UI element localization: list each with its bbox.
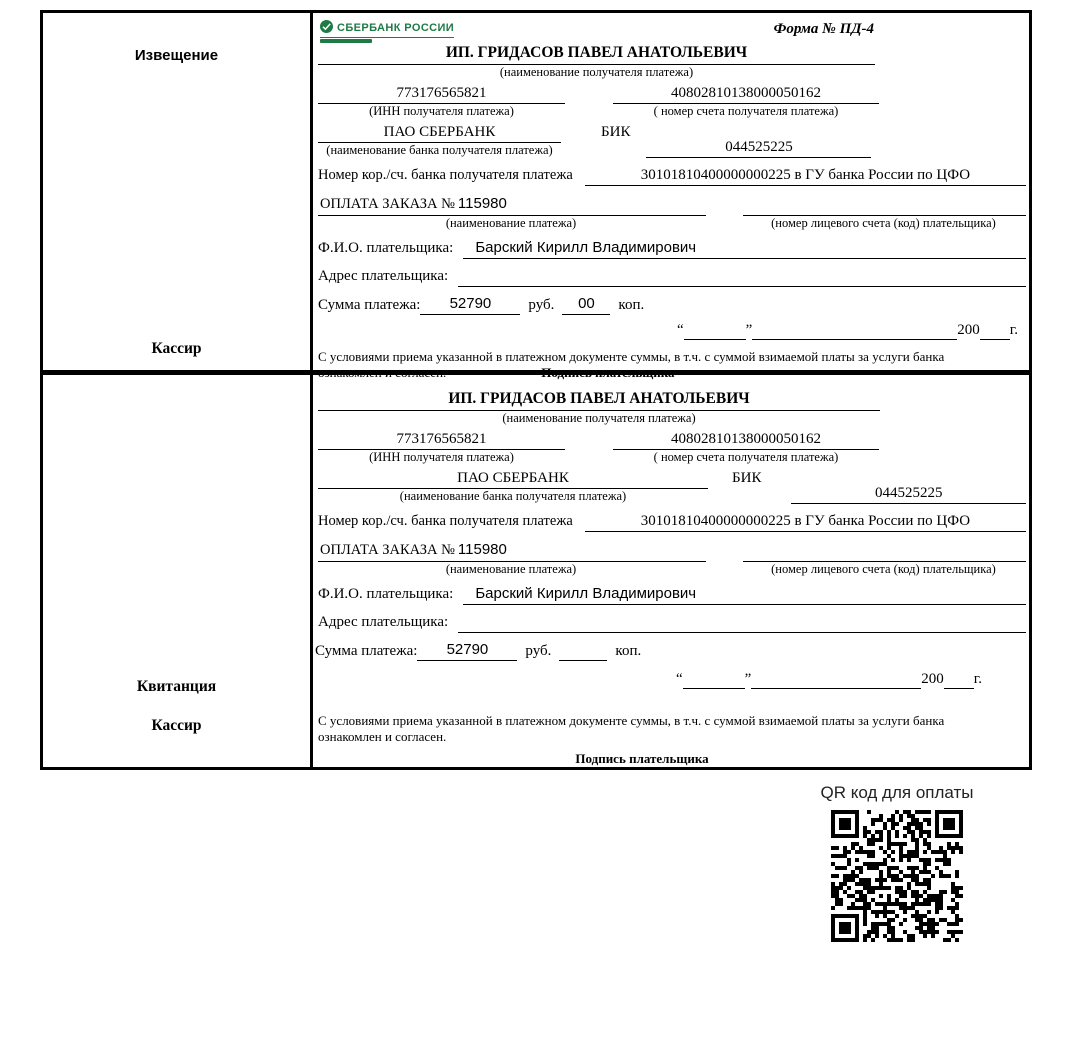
payer-name-line — [463, 238, 1026, 259]
sberbank-emblem-icon — [320, 20, 333, 36]
payer-address-value — [458, 615, 470, 632]
inn-value: 773176565821 — [318, 83, 565, 104]
year-suffix: г. — [973, 671, 982, 687]
payment-name-label: ОПЛАТА ЗАКАЗА № — [320, 542, 455, 558]
payee-name: ИП. ГРИДАСОВ ПАВЕЛ АНАТОЛЬЕВИЧ — [318, 43, 875, 65]
sum-label: Сумма платежа: — [315, 643, 418, 659]
kop-label: коп. — [615, 643, 642, 659]
kop-label: коп. — [618, 297, 645, 313]
receipt-form-area — [313, 375, 1029, 767]
sum-rub-value: 52790 — [417, 640, 517, 661]
payer-name-line — [463, 584, 1026, 605]
account-value: 40802810138000050162 — [613, 83, 879, 104]
personal-account-line — [743, 194, 1026, 216]
order-number-value: 115980 — [457, 541, 507, 558]
sum-label: Сумма платежа: — [318, 297, 421, 313]
notice-form-area — [313, 13, 1029, 380]
bank-logo-text: СБЕРБАНК РОССИИ — [337, 22, 455, 34]
date-day-line — [683, 688, 745, 689]
payee-name: ИП. ГРИДАСОВ ПАВЕЛ АНАТОЛЬЕВИЧ — [318, 389, 880, 411]
payer-name-label: Ф.И.О. плательщика: — [318, 586, 454, 602]
quote-open: “ — [676, 322, 684, 338]
sum-kop-value: 00 — [562, 294, 610, 315]
form-number-label: Форма № ПД-4 — [773, 21, 874, 37]
notice-label: Извещение — [134, 47, 219, 64]
order-number-value: 115980 — [457, 195, 507, 212]
payer-address-line — [458, 268, 1026, 287]
signature-label: Подпись плательщика — [575, 751, 709, 766]
account-caption: ( номер счета получателя платежа) — [653, 104, 839, 118]
bik-value: 044525225 — [791, 483, 1026, 504]
date-day-line — [684, 339, 746, 340]
payment-slip-notice — [40, 10, 1032, 380]
payer-name-label: Ф.И.О. плательщика: — [318, 240, 454, 256]
payment-name-field — [318, 194, 706, 216]
bik-value: 044525225 — [646, 137, 871, 158]
receipt-side-column — [43, 375, 313, 767]
sum-rub-value: 52790 — [420, 294, 520, 315]
rub-label: руб. — [528, 297, 555, 313]
rub-label: руб. — [525, 643, 552, 659]
quote-open: “ — [675, 671, 683, 687]
inn-value: 773176565821 — [318, 429, 565, 450]
payer-name-value: Барский Кирилл Владимирович — [475, 239, 697, 256]
bik-label: БИК — [601, 124, 631, 140]
bank-name-value: ПАО СБЕРБАНК — [318, 122, 561, 143]
payment-name-label: ОПЛАТА ЗАКАЗА № — [320, 196, 455, 212]
personal-account-caption: (номер лицевого счета (код) плательщика) — [771, 216, 996, 230]
payment-name-caption: (наименование платежа) — [445, 216, 577, 230]
inn-caption: (ИНН получателя платежа) — [369, 104, 514, 118]
date-month-line — [752, 339, 957, 340]
date-line — [318, 669, 982, 689]
receipt-label: Квитанция — [136, 678, 217, 695]
cashier-label: Кассир — [151, 340, 202, 357]
corr-account-label: Номер кор./сч. банка получателя платежа — [318, 513, 573, 529]
cashier-label: Кассир — [151, 717, 202, 734]
account-caption: ( номер счета получателя платежа) — [653, 450, 839, 464]
payer-name-value: Барский Кирилл Владимирович — [475, 585, 697, 602]
corr-account-label: Номер кор./сч. банка получателя платежа — [318, 167, 573, 183]
qr-caption: QR код для оплаты — [820, 783, 974, 802]
personal-account-line — [743, 540, 1026, 562]
qr-code — [831, 810, 963, 942]
bank-name-caption: (наименование банка получателя платежа) — [399, 489, 627, 503]
corr-account-value: 30101810400000000225 в ГУ банка России по ЦФО — [585, 165, 1026, 186]
date-year-line — [980, 339, 1010, 340]
quote-close: ” — [744, 671, 752, 687]
bank-name-value: ПАО СБЕРБАНК — [318, 468, 708, 489]
date-month-line — [751, 688, 921, 689]
bank-name-caption: (наименование банка получателя платежа) — [326, 143, 553, 157]
sberbank-logo — [320, 20, 454, 43]
payer-address-value — [458, 269, 470, 286]
payee-name-caption: (наименование получателя платежа) — [502, 411, 696, 425]
payer-address-line — [458, 614, 1026, 633]
payment-slip-receipt — [40, 372, 1032, 770]
payee-name-caption: (наименование получателя платежа) — [499, 65, 694, 79]
sum-kop-value — [559, 660, 607, 661]
year-prefix: 200 — [957, 322, 980, 338]
personal-account-caption: (номер лицевого счета (код) плательщика) — [771, 562, 996, 576]
payment-name-caption: (наименование платежа) — [445, 562, 577, 576]
agreement-text: С условиями приема указанной в платежном документе суммы, в т.ч. с суммой взимаемой платы за услуги банка ознакомлен и согласен. — [318, 713, 945, 744]
date-line — [318, 320, 1018, 340]
corr-account-value: 30101810400000000225 в ГУ банка России по ЦФО — [585, 511, 1026, 532]
signature-label: Подпись плательщика — [541, 365, 675, 380]
agreement-text: С условиями приема указанной в платежном документе суммы, в т.ч. с суммой взимаемой платы за услуги банка ознакомлен и согласен. Подпись плательщика — [318, 349, 945, 380]
notice-side-column — [43, 13, 313, 370]
date-year-line — [944, 688, 974, 689]
payer-address-label: Адрес плательщика: — [318, 268, 449, 284]
quote-close: ” — [745, 322, 753, 338]
inn-caption: (ИНН получателя платежа) — [369, 450, 514, 464]
qr-payment-block — [812, 783, 982, 947]
year-suffix: г. — [1009, 322, 1018, 338]
payment-name-field — [318, 540, 706, 562]
year-prefix: 200 — [921, 671, 944, 687]
payer-address-label: Адрес плательщика: — [318, 614, 449, 630]
bik-label: БИК — [732, 470, 762, 486]
account-value: 40802810138000050162 — [613, 429, 879, 450]
